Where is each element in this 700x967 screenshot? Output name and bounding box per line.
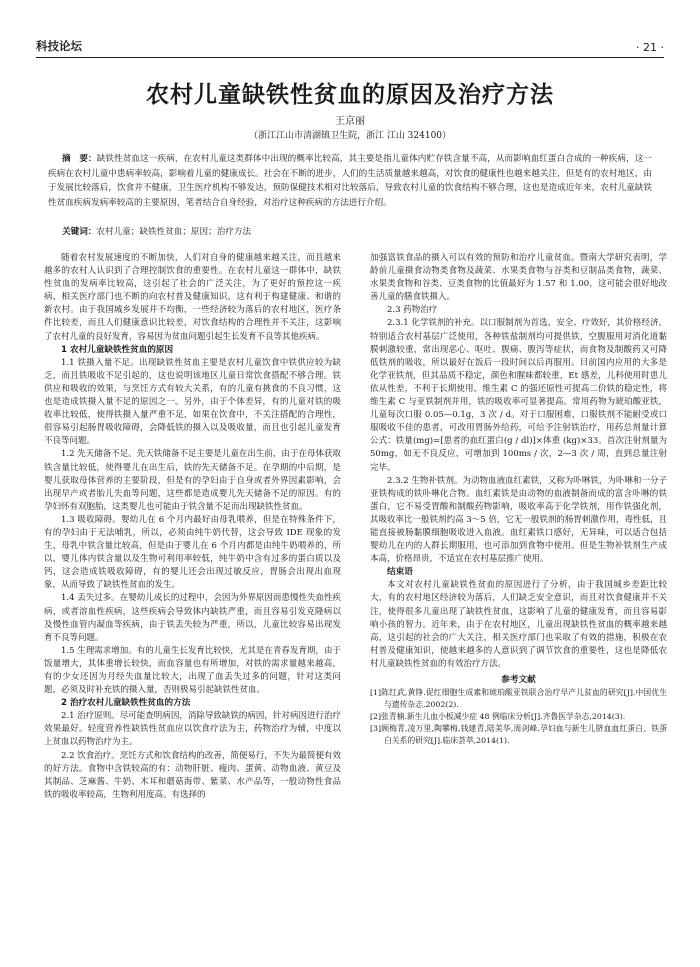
reference-item: [2]张青楠.新生儿血小板减少症 48 例临床分析[J].齐鲁医学杂志,2014(3).: [370, 712, 626, 721]
section-heading-2: 2 治疗农村儿童缺铁性贫血的方法: [61, 698, 191, 709]
paragraph-2-3-1: 2.3.1 化学铁剂的补充。以口服制剂为首选，安全、疗效好，其价格经济，特别适合农村基层广泛使用，各种铁盐制剂均可提供铁，空腹服用对消化道黏膜刺激较重，常出现恶心、呕吐、腹痛、腹泻等症状，而食物及制酸药又可降低铁剂的吸收，所以最好在饭后一段时间以后再服用。目前国内应用的大多是化学亚铁剂，但其品质不稳定，颜色和腥味都较重，Et 感差，儿科使用时患儿依从性差，不利于长期使用。维生素 C 的强还原性可提高二价铁的稳定性，将维生素 C 与亚铁制剂并用，铁的吸收率可显著提高。常用药物为琥珀酸亚铁，儿童每次口服 0.05—0.1g，3 次 / d。对于口服困难，口服铁剂不能耐受或口服吸收不佳的患者，可改用胃肠外给药，可给予注射铁治疗，用药总剂量计算公式：铁量(mg)=[患者的血红蛋白(g / dl)]×体重 (kg)×33。首次注射剂量为 50mg，如无不良反应，可增加到 100ms / 次，2—3 次 / 周，直到总量注射完毕。: [370, 318, 667, 473]
keywords: [48, 225, 652, 239]
intro-paragraph: 随着农村发展速度的不断加快，人们对自身的健康越来越关注，而且越来越多的农村人认识到了合理控制饮食的重要性。在农村儿童这一群体中，缺铁性贫血的发病率比较高，这引起了社会的广泛关注，为了更好的预控这一疾病，相关医疗部门也不断的向农村普及健康知识，这有利于构建健康、和谐的新农村。由于我国城乡发展并不均衡，一些经济较为落后的农村地区，医疗条件比较差，而且人们健康意识比较差，对饮食结构的合理性并不关注，这影响了农村儿童的良好发育，容易因为贫血问题引起生长发育不良等其他疾病。: [44, 253, 341, 342]
paragraph-2-1: 2.1 治疗原则。尽可能查明病因，消除导致缺铁的病因，针对病因进行治疗效果最好。轻度营养性缺铁性贫血应以饮食疗法为主，药物治疗为辅，中度以上贫血以药物治疗为主。: [44, 711, 341, 748]
author-affiliation: （浙江江山市清湖镇卫生院，浙江 江山 324100）: [248, 131, 452, 141]
keywords-text: 农村儿童；缺铁性贫血；原因；治疗方法: [96, 227, 252, 237]
reference-item: [3]顾梅青,凌万里,陶攀梅,钱建青,陆美华,周剑峰.孕妇血与新生儿脐血血红蛋白、铁蛋白关系的研究[J].临床荟萃,2014(1).: [370, 724, 667, 745]
running-header: [36, 34, 664, 54]
subsection-heading-2-3: 2.3 药物治疗: [387, 305, 438, 316]
conclusion-paragraph: 本文对农村儿童缺铁性贫血的原因进行了分析，由于我国城乡差距比较大，有的农村地区经济较为落后，人们缺乏安全意识，而且对饮食健康并不关注，使得很多儿童出现了缺铁性贫血，这影响了儿童的健康发育，而且容易影响小孩的智力。近年来，由于在农村地区，儿童出现缺铁性贫血的概率越来越高，这引起的社会的广大关注，相关医疗部门也采取了有效的措施，积极在农村普及健康知识，使越来越多的人意识到了调节饮食的重要性，这也是降低农村儿童缺铁性贫血的有效治疗方法。: [370, 580, 667, 669]
abstract-label: 摘 要：: [62, 154, 97, 164]
paragraph-1-4: 1.4 丢失过多。在婴幼儿成长的过程中，会因为外界原因而患慢性失血性疾病，或者溶血性疾病，这些疾病会导致体内缺铁严重，而且容易引发克隆病以及慢性血管内凝血等疾病，由于铁丢失较为严重，所以，儿童比较容易出现发育不良等问题。: [44, 593, 341, 643]
section-heading-1: 1 农村儿童缺铁性贫血的原因: [61, 344, 174, 355]
paragraph-2-2-continued: 加强富铁食品的摄入可以有效的预防和治疗儿童贫血。暨南大学研究表明，学龄前儿童摄食动物类食物及蔬菜、水果类食物与谷类和豆制品类食物，蔬菜、水果类食物和谷类、豆类食物的比值最好为 1.57 和 1.00，这可能会很好地改善儿童的膳食铁摄入。: [370, 253, 667, 303]
article-title: 农村儿童缺铁性贫血的原因及治疗方法: [146, 82, 554, 108]
paragraph-1-1: 1.1 铁摄入量不足。出现缺铁性贫血主要是农村儿童饮食中铁供应较为缺乏，而且铁吸收不足引起的，这也说明该地区儿童日常饮食搭配不够合理。铁供应和吸收的效果，与烹饪方式有较大关系，有的儿童有挑食的不良习惯，这也是造成铁摄入量不足的原因之一。另外，由于个体差异，有的儿童对铁的吸收率比较低，使得铁摄入量严重不足，如果在饮食中，不关注搭配的合理性，很容易引起肠胃吸收障碍，会降低铁的摄入以及吸收量，而且也引起儿童发育不良等问题。: [44, 357, 341, 447]
paragraph-1-3: 1.3 吸收障碍。婴幼儿在 6 个月内最好由母乳喂养，但是在特殊条件下，有的孕妇由于无法哺乳，所以，必须由纯牛奶代替，这会导致 IDE 现象的发生，母乳中铁含量比较高，但是由于婴儿在 6 个月内都是由纯牛奶喂养的，所以，婴儿体内铁含量以及生物可利用率较低，纯牛奶中含有过多的蛋白质以及钙，这会造成铁吸收障碍，有的婴儿还会出现过敏反应，胃肠会出现出血现象，从而导致了缺铁性贫血的发生。: [44, 514, 341, 591]
author-name: 王京丽: [335, 116, 365, 127]
paragraph-2-3-2: 2.3.2 生物补铁剂。为动物血液血红素铁，又称为卟啉铁，为卟啉和一分子亚铁构成的铁卟啉化合物。血红素铁是由动物的血液制备而成的富含卟啉的铁蛋白，它不易受胃酸和制酸药物影响，吸收率高于化学铁剂，用作铁强化剂，其吸收率比一般铁剂约高 3～5 倍，它无一般铁剂的肠胃刺激作用，毒性低，且能直接被肠黏膜细胞吸收进入血液。血红素铁口感好，无异味，可以适合包括婴幼儿在内的人群长期服用，也可添加到食物中使用。但是生物补铁剂生产成本高，价格昂贵，不适宜在农村基层推广使用。: [370, 475, 667, 565]
header-rule: [36, 57, 664, 58]
paragraph-1-2: 1.2 先天储备不足。先天铁储备不足主要是儿童在出生前，由于在母体获取铁含量比较低，使得婴儿在出生后，铁的先天储备不足。在孕期的中后期，是婴儿获取母体营养的主要阶段，但是有的孕妇由于自身或者外界因素影响，会出现早产或者胎儿失血等问题，这些都是造成婴儿先天储备不足的原因。有的孕妇怀有双胞胎，这类婴儿也可能由于铁含量不足而出现缺铁性贫血。: [44, 449, 341, 512]
paragraph-2-2: 2.2 饮食治疗。烹饪方式和饮食结构的改善，简便易行，不失为最简便有效的好方法。食物中含铁较高的有：动物肝脏、瘦肉、蛋黄、动物血液、黄豆及其制品、芝麻酱、牛奶、木耳和蘑菇海带、紫菜、水产品等，一般动物性食品铁的吸收率较高，生物利用度高。有选择的: [44, 750, 341, 800]
conclusion-heading: 结束语: [387, 567, 413, 578]
abstract: [48, 152, 652, 211]
keywords-label: 关键词：: [62, 227, 97, 237]
reference-item: [1]陈红武,黄铮.促红细胞生成素和琥珀酸亚铁联合治疗早产儿贫血的研究[J].中国优生与遗传杂志,2002(2).: [370, 688, 667, 709]
paragraph-1-5: 1.5 生理需求增加。有的儿童生长发育比较快，尤其是在青春发育期，由于饭量增大，其体重增长较快，而血容量也有所增加，对铁的需求量越来越高，有的少女还因为月经失血量比较大，出现了血丢失过多的问题，针对这类问题，必须及时补充铁的摄入量，否则极易引起缺铁性贫血。: [44, 645, 341, 696]
abstract-text: 缺铁性贫血这一疾病，在农村儿童这类群体中出现的概率比较高，其主要是指儿童体内贮存铁含量不高，从而影响血红蛋白合成的一种疾病，这一疾病在农村儿童中患病率较高，影响着儿童的健康成长。社会在不断的进步，人们的生活质量越来越高，对饮食的健康性也越来越关注，但是有的农村地区，由于发展比较落后，饮食并不健康，卫生医疗机构不够发达，预防保健技术相对比较落后，导致农村儿童的饮食结构不够合理，这也是造成近年来，农村儿童缺铁性贫血疾病发病率较高的主要原因，笔者结合自身经验，对治疗这种疾病的方法进行介绍。: [48, 154, 652, 209]
right-column: [370, 252, 667, 747]
journal-section-name: 科技论坛: [36, 39, 82, 53]
page-number: · 21 ·: [636, 41, 664, 54]
references-heading: 参考文献: [501, 675, 536, 685]
left-column: [44, 252, 341, 802]
